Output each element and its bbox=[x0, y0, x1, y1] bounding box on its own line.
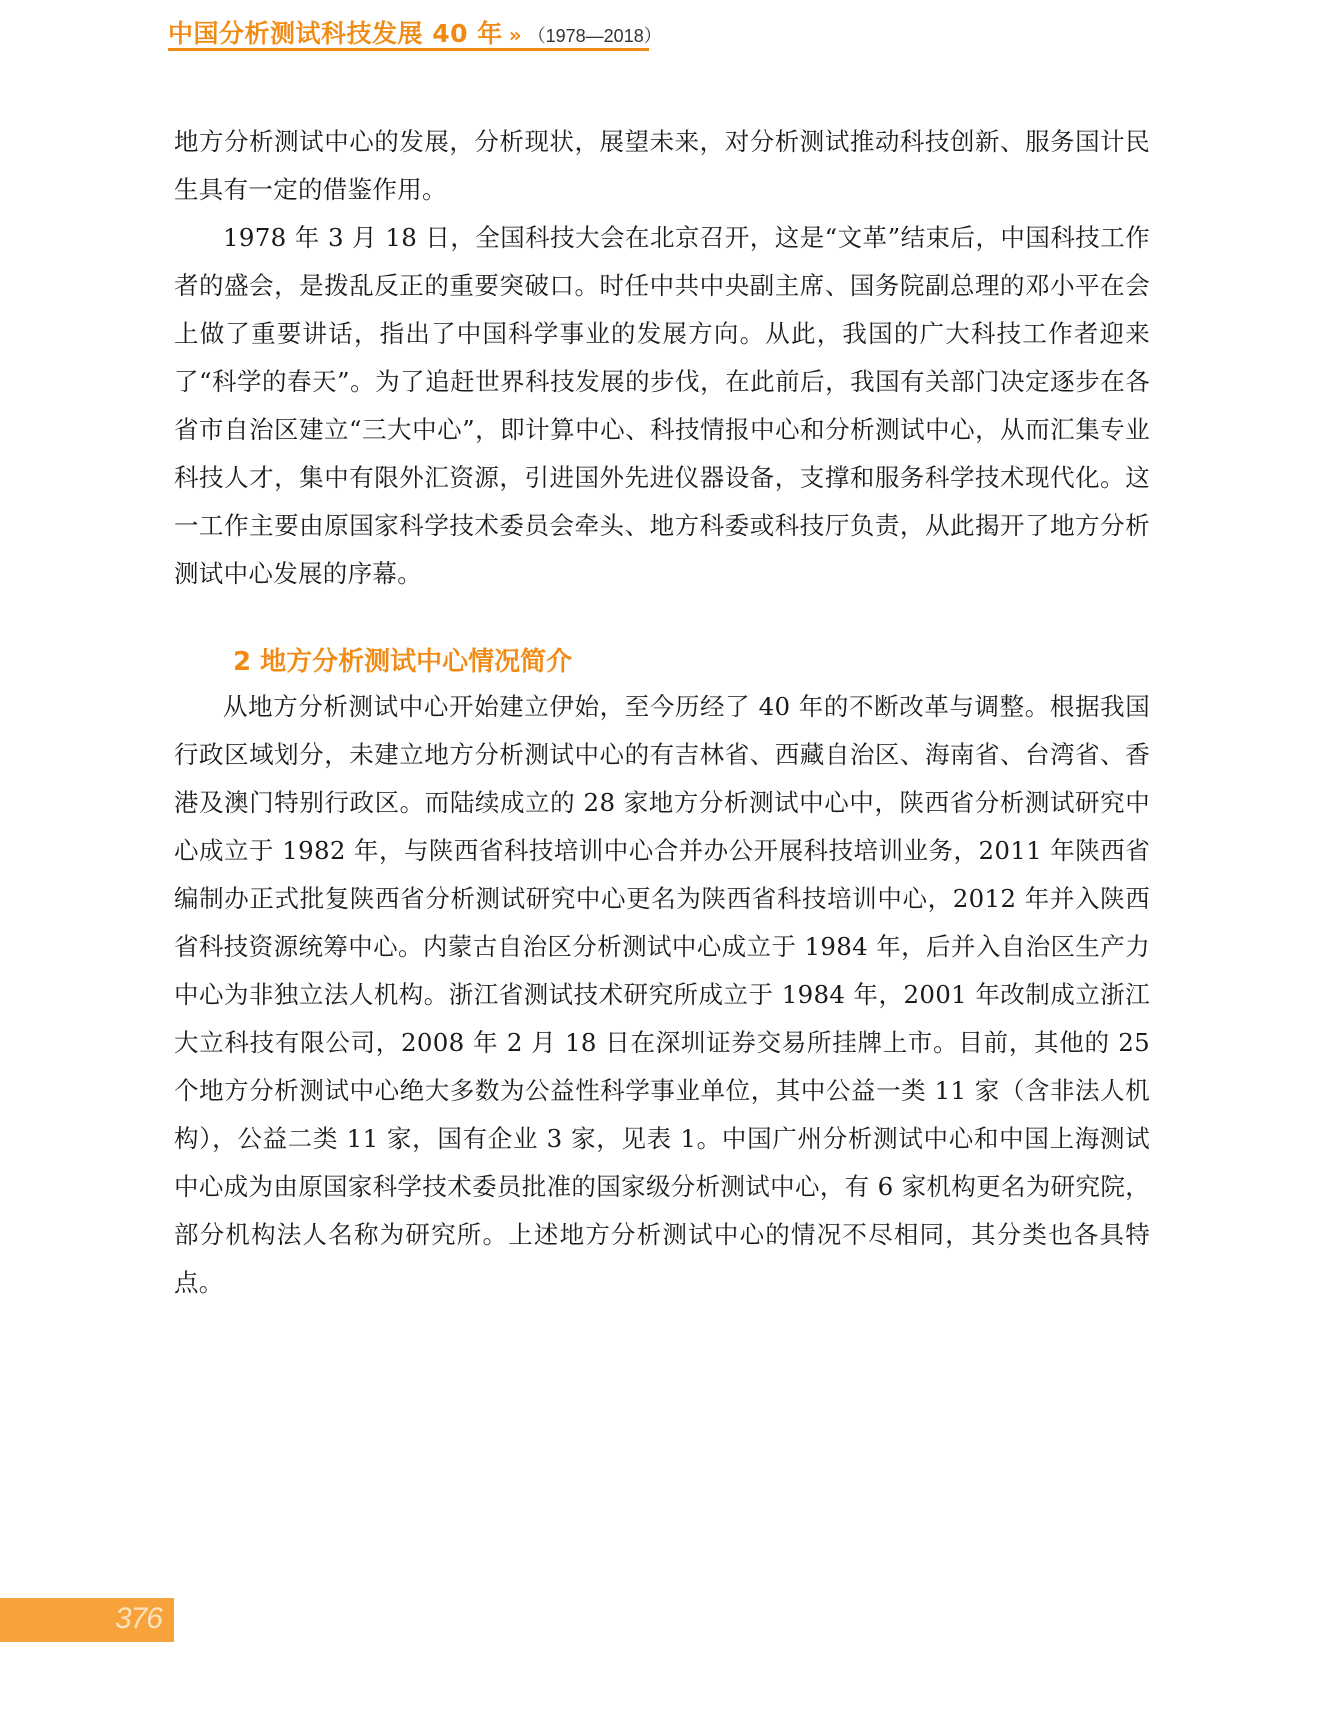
running-header bbox=[168, 14, 662, 50]
header-divider bbox=[168, 48, 649, 51]
page-body bbox=[174, 118, 1150, 1307]
body-paragraph: 地方分析测试中心的发展，分析现状，展望未来，对分析测试推动科技创新、服务国计民生具有一定的借鉴作用。 bbox=[174, 127, 1150, 204]
year-range: （1978—2018） bbox=[527, 26, 662, 46]
double-chevron-icon: » bbox=[508, 23, 522, 47]
section-heading: 2 地方分析测试中心情况简介 bbox=[233, 647, 573, 677]
body-paragraph: 1978 年 3 月 18 日，全国科技大会在北京召开，这是“文革”结束后，中国科技工作者的盛会，是拨乱反正的重要突破口。时任中共中央副主席、国务院副总理的邓小平在会上做了重要讲话，指出了中国科学事业的发展方向。从此，我国的广大科技工作者迎来了“科学的春天”。为了追赶世界科技发展的步伐，在此前后，我国有关部门决定逐步在各省市自治区建立“三大中心”，即计算中心、科技情报中心和分析测试中心，从而汇集专业科技人才，集中有限外汇资源，引进国外先进仪器设备，支撑和服务科学技术现代化。这一工作主要由原国家科学技术委员会牵头、地方科委或科技厅负责，从此揭开了地方分析测试中心发展的序幕。 bbox=[174, 223, 1150, 588]
page-number-tab bbox=[0, 1598, 174, 1642]
book-title: 中国分析测试科技发展 40 年 bbox=[168, 19, 503, 48]
page-number: 376 bbox=[114, 1602, 162, 1635]
body-paragraph: 从地方分析测试中心开始建立伊始，至今历经了 40 年的不断改革与调整。根据我国行政区域划分，未建立地方分析测试中心的有吉林省、西藏自治区、海南省、台湾省、香港及澳门特别行政区。而陆续成立的 28 家地方分析测试中心中，陕西省分析测试研究中心成立于 1982 年，与陕西省科技培训中心合并办公开展科技培训业务，2011 年陕西省编制办正式批复陕西省分析测试研究中心更名为陕西省科技培训中心，2012 年并入陕西省科技资源统筹中心。内蒙古自治区分析测试中心成立于 1984 年，后并入自治区生产力中心为非独立法人机构。浙江省测试技术研究所成立于 1984 年，2001 年改制成立浙江大立科技有限公司，2008 年 2 月 18 日在深圳证券交易所挂牌上市。目前，其他的 25 个地方分析测试中心绝大多数为公益性科学事业单位，其中公益一类 11 家（含非法人机构），公益二类 11 家，国有企业 3 家，见表 1。中国广州分析测试中心和中国上海测试中心成为由原国家科学技术委员批准的国家级分析测试中心，有 6 家机构更名为研究院，部分机构法人名称为研究所。上述地方分析测试中心的情况不尽相同，其分类也各具特点。 bbox=[174, 692, 1150, 1297]
